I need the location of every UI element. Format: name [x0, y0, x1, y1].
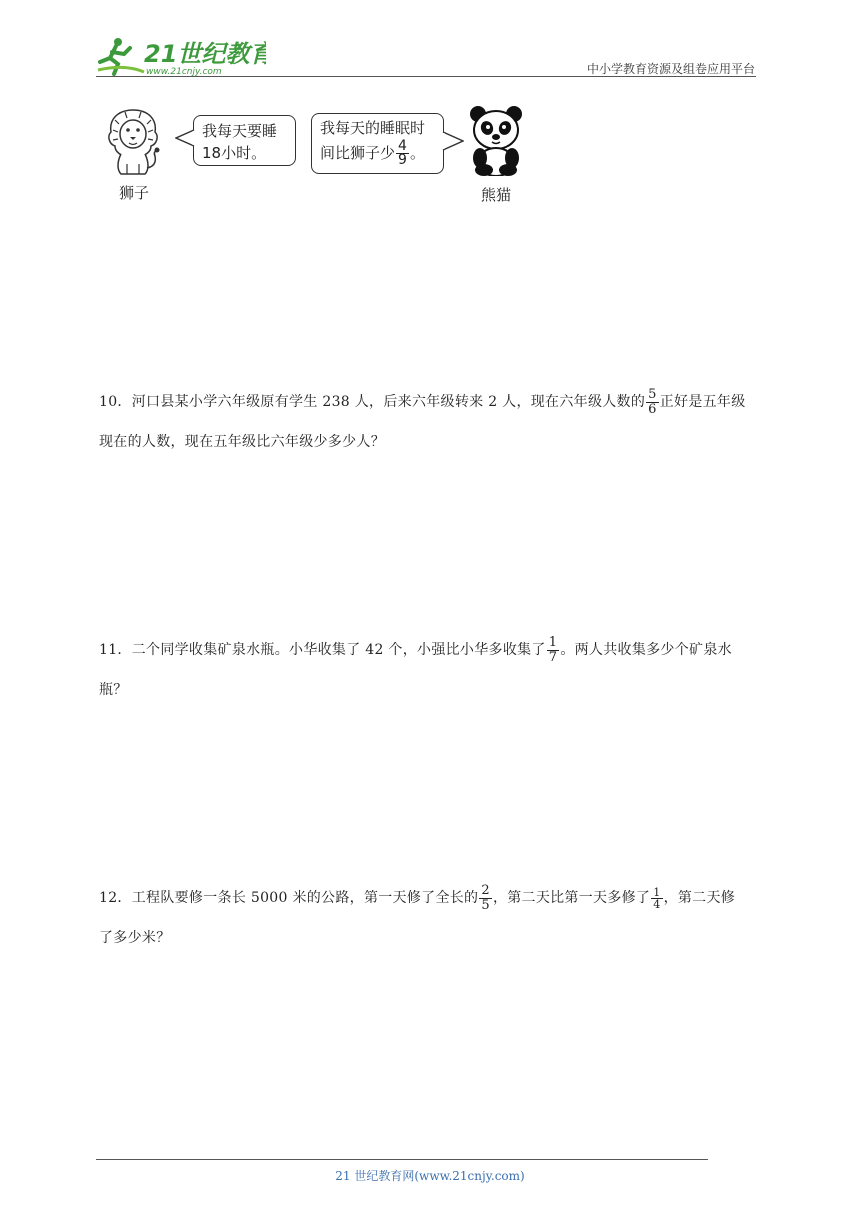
footer-link[interactable]: 21 世纪教育网(www.21cnjy.com)	[335, 1169, 525, 1183]
question-10-line1	[99, 382, 761, 422]
panda-bubble-text: 间比狮子少	[320, 144, 396, 162]
question-text: 。两人共收集多少个矿泉水	[560, 642, 732, 658]
logo-graphic	[96, 34, 266, 78]
fraction-numerator: 2	[481, 882, 490, 898]
question-text: ，第二天修	[663, 890, 736, 906]
panda-fraction	[396, 140, 409, 167]
panda-speech-bubble	[311, 113, 444, 174]
question-text: ，第二天比第一天多修了	[492, 890, 651, 906]
question-number: 10	[99, 394, 118, 410]
question-fraction	[646, 388, 659, 417]
question-12	[99, 878, 761, 958]
question-number: 11	[99, 642, 118, 658]
fraction-numerator: 1	[653, 885, 661, 899]
fraction-denominator: 7	[548, 649, 558, 665]
question-text: ．河口县某小学六年级原有学生 238 人，后来六年级转来 2 人，现在六年级人数的	[117, 394, 646, 410]
question-fraction	[651, 887, 662, 910]
question-11-line2: 瓶？	[99, 682, 128, 698]
question-text: ．工程队要修一条长 5000 米的公路，第一天修了全长的	[117, 890, 479, 906]
fraction-denominator: 4	[653, 897, 661, 911]
question-text: 正好是五年级	[659, 394, 746, 410]
panda-label: 熊猫	[481, 186, 512, 204]
logo-url: www.21cnjy.com	[146, 67, 222, 77]
panda-illustration	[466, 104, 526, 176]
panda-bubble-line1: 我每天的睡眠时	[320, 119, 426, 137]
panda-bubble-tail	[442, 130, 464, 152]
question-number: 12	[99, 890, 118, 906]
panda-bubble-period: 。	[409, 144, 425, 162]
question-11	[99, 630, 761, 710]
platform-tagline: 中小学教育资源及组卷应用平台	[586, 62, 755, 76]
fraction-numerator: 5	[648, 386, 657, 402]
footer-divider	[96, 1159, 708, 1160]
question-text: ．二个同学收集矿泉水瓶。小华收集了 42 个，小强比小华多收集了	[117, 642, 546, 658]
question-fraction	[479, 884, 492, 913]
lion-illustration	[103, 106, 163, 178]
lion-speech-bubble	[193, 115, 296, 166]
fraction-numerator: 4	[398, 138, 407, 154]
fraction-denominator: 5	[481, 897, 490, 913]
question-10-line2: 现在的人数，现在五年级比六年级少多少人？	[99, 434, 385, 450]
lion-bubble-line2: 18小时。	[202, 144, 267, 162]
lion-label: 狮子	[119, 184, 150, 202]
question-fraction	[547, 636, 560, 665]
question-11-line1	[99, 630, 761, 670]
fraction-denominator: 9	[398, 152, 407, 168]
logo-text: 21世纪教育	[144, 40, 266, 68]
header-divider	[96, 76, 756, 77]
panda-bubble-line2	[320, 139, 435, 167]
question-10	[99, 382, 761, 462]
site-logo	[96, 34, 266, 78]
lion-bubble-tail	[175, 128, 195, 148]
question-12-line2: 了多少米？	[99, 930, 171, 946]
fraction-numerator: 1	[548, 634, 558, 650]
fraction-denominator: 6	[648, 401, 657, 417]
lion-bubble-line1: 我每天要睡	[202, 122, 278, 140]
question-12-line1	[99, 878, 761, 918]
